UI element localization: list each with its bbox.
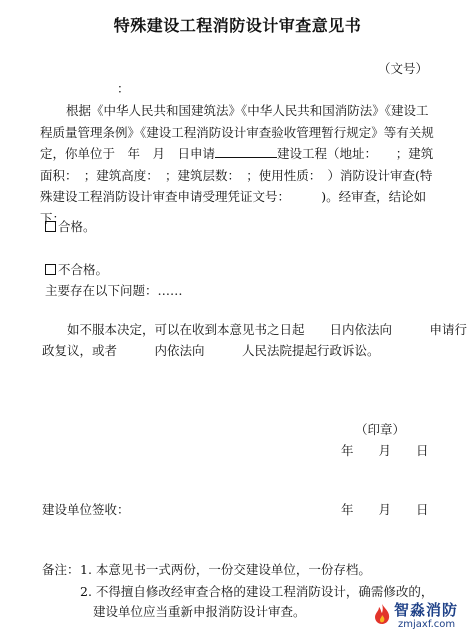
watermark-logo xyxy=(372,597,472,635)
flame-icon xyxy=(372,603,392,625)
document-number: （文号） xyxy=(378,61,429,76)
pass-label: 合格。 xyxy=(58,219,96,234)
notes-label: 备注： xyxy=(42,562,80,577)
paragraph-intro: 根据《中华人民共和国建筑法》《中华人民共和国消防法》《建设工程质量管理条例》《建设工程消防设计审查验收管理暂行规定》等有关规定，你单位于 年 月 日申请 xyxy=(40,103,434,161)
paragraph-rest: 建设工程（地址： ；建筑面积： ；建筑高度： ；建筑层数： ；使用性质： ）消防设计审查(特殊建设工程消防设计审查申请受理凭证文号： )。经审查，结论如下： xyxy=(40,146,434,226)
pass-checkbox-icon xyxy=(45,221,56,232)
project-name-blank xyxy=(215,145,277,158)
sign-label: 建设单位签收： xyxy=(42,502,130,517)
main-paragraph xyxy=(40,100,440,229)
note-item-2a: 2. 不得擅自修改经审查合格的建设工程消防设计，确需修改的， xyxy=(80,584,434,599)
addressee-colon: ： xyxy=(117,81,130,96)
fail-checkbox-icon xyxy=(45,264,56,275)
note-item-1: 1. 本意见书一式两份，一份交建设单位，一份存档。 xyxy=(80,562,371,577)
appeal-line-2: 政复议，或者 内依法向 人民法院提起行政诉讼。 xyxy=(42,343,380,358)
note-item-2b: 建设单位应当重新申报消防设计审查。 xyxy=(93,604,306,619)
document-title: 特殊建设工程消防设计审查意见书 xyxy=(113,16,362,35)
fail-label: 不合格。 xyxy=(58,262,109,277)
sign-date: 年 月 日 xyxy=(341,502,429,517)
watermark-name: 智淼消防 xyxy=(394,601,459,619)
watermark-url: zmjaxf.com xyxy=(398,619,456,630)
seal-label: （印章） xyxy=(355,422,406,437)
appeal-line-1: 如不服本决定，可以在收到本意见书之日起 日内依法向 申请行 xyxy=(67,322,468,337)
issues-line: 主要存在以下问题：…… xyxy=(45,283,183,298)
issue-date: 年 月 日 xyxy=(341,443,429,458)
fail-option xyxy=(45,262,108,278)
pass-option xyxy=(45,219,96,235)
